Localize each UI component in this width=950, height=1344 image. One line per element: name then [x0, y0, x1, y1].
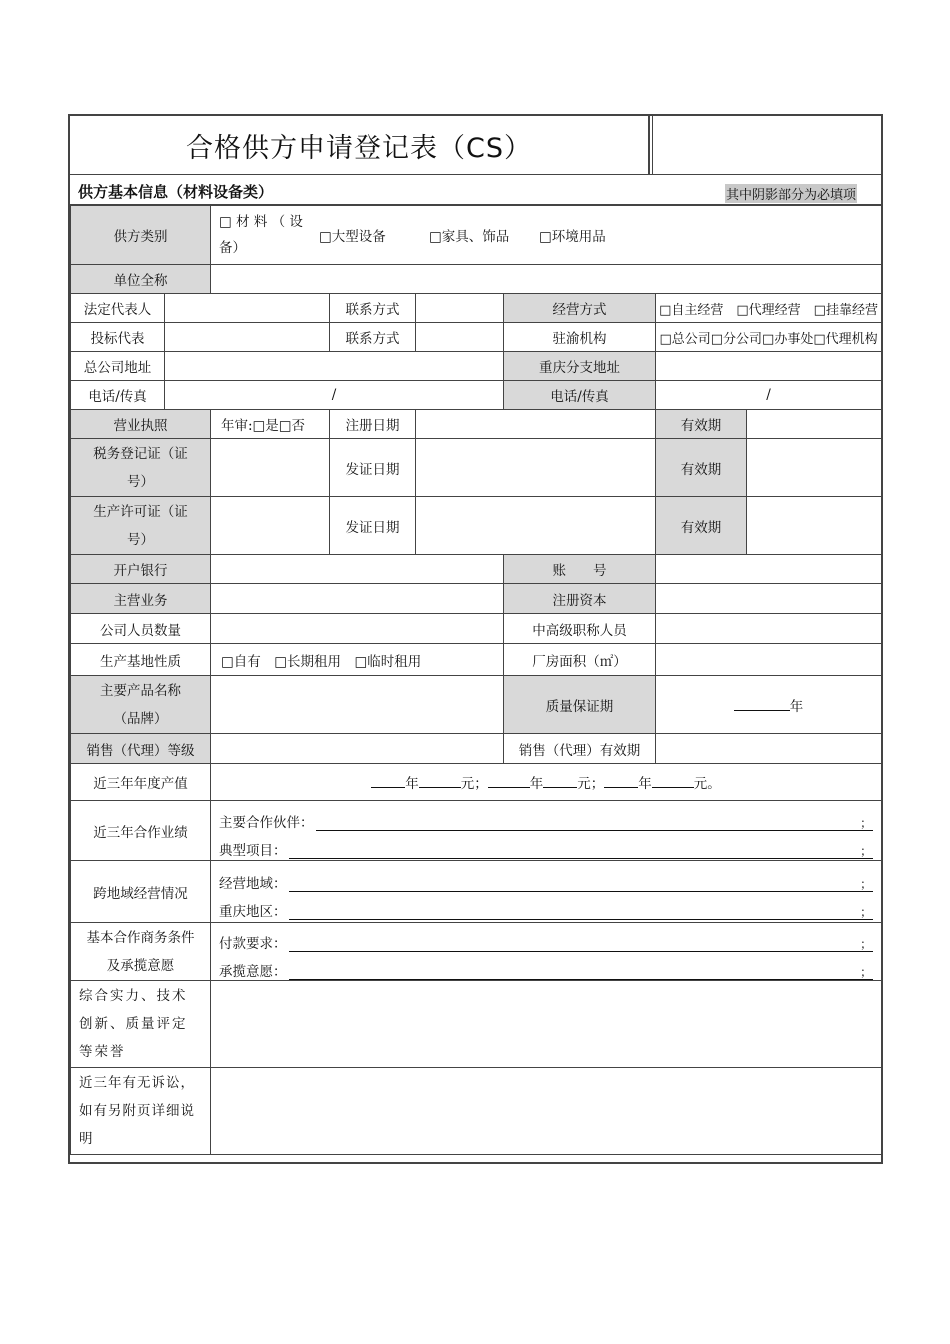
staff-label: 公司人员数量 [71, 614, 211, 644]
partners-label: 主要合作伙伴： [219, 814, 314, 831]
tax-issue-field[interactable] [416, 439, 656, 497]
row-bid-rep [71, 323, 882, 352]
chongqing-region-semicolon: ； [860, 904, 873, 919]
products-field[interactable] [211, 676, 504, 734]
required-note: 其中阴影部分为必填项 [725, 184, 857, 203]
row-legal-rep [71, 294, 882, 323]
lawsuit-field[interactable] [211, 1068, 882, 1155]
license-valid-label: 有效期 [656, 410, 747, 439]
chongqing-region-label: 重庆地区： [219, 903, 287, 920]
base-options[interactable]: □自有 □长期租用 □临时租用 [211, 644, 504, 676]
option-materials[interactable]: □ 材 料 （ 设 [219, 214, 303, 230]
row-base [71, 644, 882, 676]
legal-rep-contact-field[interactable] [416, 294, 504, 323]
legal-rep-contact-label: 联系方式 [330, 294, 416, 323]
unit-name-label: 单位全称 [71, 265, 211, 294]
branch-address-field[interactable] [656, 352, 882, 381]
title-row [70, 116, 881, 175]
senior-staff-field[interactable] [656, 614, 882, 644]
unit-name-field[interactable] [211, 265, 882, 294]
willingness-semicolon: ； [860, 964, 873, 979]
factory-area-label: 厂房面积（㎡） [504, 644, 656, 676]
output-year3-blank[interactable] [604, 773, 638, 788]
tax-valid-field[interactable] [747, 439, 882, 497]
output-field[interactable] [211, 764, 882, 801]
production-field[interactable] [211, 497, 330, 555]
projects-label: 典型项目： [219, 842, 287, 859]
payment-label: 付款要求： [219, 935, 287, 952]
cooperation-field [211, 801, 882, 861]
terms-label-line1: 基本合作商务条件 [86, 929, 195, 946]
region-field [211, 861, 882, 923]
branch-phone-field[interactable]: / [656, 381, 882, 410]
sales-label: 销售（代理）等级 [71, 734, 211, 764]
sales-field[interactable] [211, 734, 504, 764]
output-value2-blank[interactable] [543, 773, 577, 788]
output-value2-unit: 元； [577, 776, 605, 792]
row-terms [71, 923, 882, 981]
sales-valid-field[interactable] [656, 734, 882, 764]
tax-valid-label: 有效期 [656, 439, 747, 497]
payment-blank[interactable] [289, 935, 860, 952]
willingness-label: 承揽意愿： [219, 963, 287, 980]
biz-mode-label: 经营方式 [504, 294, 656, 323]
output-value1-blank[interactable] [419, 773, 461, 788]
row-bank [71, 555, 882, 584]
row-phone [71, 381, 882, 410]
license-valid-field[interactable] [747, 410, 882, 439]
tax-label-line1: 税务登记证（证 [93, 445, 188, 462]
products-label-line2: （品牌） [113, 710, 168, 727]
tax-field[interactable] [211, 439, 330, 497]
page-title: 合格供方申请登记表（CS） [186, 132, 532, 164]
cooperation-label: 近三年合作业绩 [71, 801, 211, 861]
address-label: 总公司地址 [71, 352, 165, 381]
output-value3-blank[interactable] [652, 773, 694, 788]
senior-staff-label: 中高级职称人员 [504, 614, 656, 644]
operating-region-semicolon: ； [860, 876, 873, 891]
phone-label: 电话/传真 [71, 381, 165, 410]
warranty-year-unit: 年 [789, 698, 804, 715]
warranty-blank[interactable] [734, 696, 790, 711]
biz-mode-options[interactable]: □自主经营 □代理经营 □挂靠经营 [656, 294, 882, 323]
title-divider [648, 116, 650, 174]
staff-field[interactable] [211, 614, 504, 644]
license-audit-options[interactable]: 年审:□是□否 [211, 410, 330, 439]
terms-label-line2: 及承揽意愿 [106, 957, 175, 974]
address-field[interactable] [165, 352, 504, 381]
row-main-business [71, 584, 882, 614]
account-field[interactable] [656, 555, 882, 584]
lawsuit-label: 近三年有无诉讼，如有另附页详细说明 [71, 1068, 211, 1155]
reg-date-label: 注册日期 [330, 410, 416, 439]
projects-semicolon: ； [860, 843, 873, 858]
production-label-line1: 生产许可证（证 [93, 503, 188, 520]
row-tax [71, 439, 882, 497]
row-honors [71, 981, 882, 1068]
account-label: 账 号 [504, 555, 656, 584]
production-valid-field[interactable] [747, 497, 882, 555]
row-license [71, 410, 882, 439]
payment-semicolon: ； [860, 936, 873, 951]
warranty-label: 质量保证期 [504, 676, 656, 734]
phone-field[interactable]: / [165, 381, 504, 410]
legal-rep-label: 法定代表人 [71, 294, 165, 323]
row-lawsuit [71, 1068, 882, 1155]
main-business-label: 主营业务 [71, 584, 211, 614]
bid-rep-contact-label: 联系方式 [330, 323, 416, 352]
bid-rep-label: 投标代表 [71, 323, 165, 352]
legal-rep-field[interactable] [165, 294, 330, 323]
willingness-blank[interactable] [289, 963, 860, 980]
terms-label [71, 923, 211, 981]
region-label: 跨地域经营情况 [71, 861, 211, 923]
products-label-line1: 主要产品名称 [100, 682, 181, 699]
capital-label: 注册资本 [504, 584, 656, 614]
bank-field[interactable] [211, 555, 504, 584]
production-issue-label: 发证日期 [330, 497, 416, 555]
office-options[interactable]: □总公司□分公司□办事处□代理机构 [656, 323, 882, 352]
row-output [71, 764, 882, 801]
row-unit-name [71, 265, 882, 294]
bank-label: 开户银行 [71, 555, 211, 584]
row-staff [71, 614, 882, 644]
license-label: 营业执照 [71, 410, 211, 439]
warranty-field[interactable] [656, 676, 882, 734]
supplier-form-table [70, 205, 882, 1155]
production-label [71, 497, 211, 555]
reg-date-field[interactable] [416, 410, 656, 439]
row-region [71, 861, 882, 923]
honors-field[interactable] [211, 981, 882, 1068]
row-products [71, 676, 882, 734]
output-year1-blank[interactable] [371, 773, 405, 788]
operating-region-label: 经营地域： [219, 875, 287, 892]
row-cooperation [71, 801, 882, 861]
row-sales [71, 734, 882, 764]
branch-address-label: 重庆分支地址 [504, 352, 656, 381]
capital-field[interactable] [656, 584, 882, 614]
production-label-line2: 号） [127, 531, 154, 548]
main-business-field[interactable] [211, 584, 504, 614]
bid-rep-contact-field[interactable] [416, 323, 504, 352]
products-label [71, 676, 211, 734]
office-label: 驻渝机构 [504, 323, 656, 352]
row-production [71, 497, 882, 555]
sales-valid-label: 销售（代理）有效期 [504, 734, 656, 764]
factory-area-field[interactable] [656, 644, 882, 676]
row-category [71, 206, 882, 265]
category-options [211, 206, 882, 265]
production-valid-label: 有效期 [656, 497, 747, 555]
tax-issue-label: 发证日期 [330, 439, 416, 497]
output-year3-unit: 年 [638, 776, 652, 792]
section-header [70, 176, 881, 205]
terms-field [211, 923, 882, 981]
option-furniture[interactable]: □家具、饰品 [429, 229, 510, 245]
section-title: 供方基本信息（材料设备类） [78, 183, 274, 201]
tax-label [71, 439, 211, 497]
row-address [71, 352, 882, 381]
branch-phone-label: 电话/传真 [504, 381, 656, 410]
partners-semicolon: ； [860, 815, 873, 830]
chongqing-region-blank[interactable] [289, 903, 860, 920]
honors-label: 综合实力、技术创新、质量评定等荣誉 [71, 981, 211, 1068]
output-value3-unit: 元。 [693, 776, 721, 792]
output-year2-unit: 年 [529, 776, 544, 792]
operating-region-blank[interactable] [289, 875, 860, 892]
output-year1-unit: 年 [405, 776, 419, 792]
base-label: 生产基地性质 [71, 644, 211, 676]
output-label: 近三年年度产值 [71, 764, 211, 801]
projects-blank[interactable] [289, 842, 860, 859]
category-label: 供方类别 [71, 206, 211, 265]
option-large-equipment[interactable]: □大型设备 [319, 229, 386, 245]
partners-blank[interactable] [316, 814, 860, 831]
production-issue-field[interactable] [416, 497, 656, 555]
option-environment[interactable]: □环境用品 [539, 229, 606, 245]
title-divider-inner [652, 116, 653, 174]
tax-label-line2: 号） [127, 473, 154, 490]
bid-rep-field[interactable] [165, 323, 330, 352]
output-year2-blank[interactable] [488, 773, 530, 788]
output-value1-unit: 元； [460, 776, 488, 792]
option-materials-cont: 备） [219, 240, 246, 256]
